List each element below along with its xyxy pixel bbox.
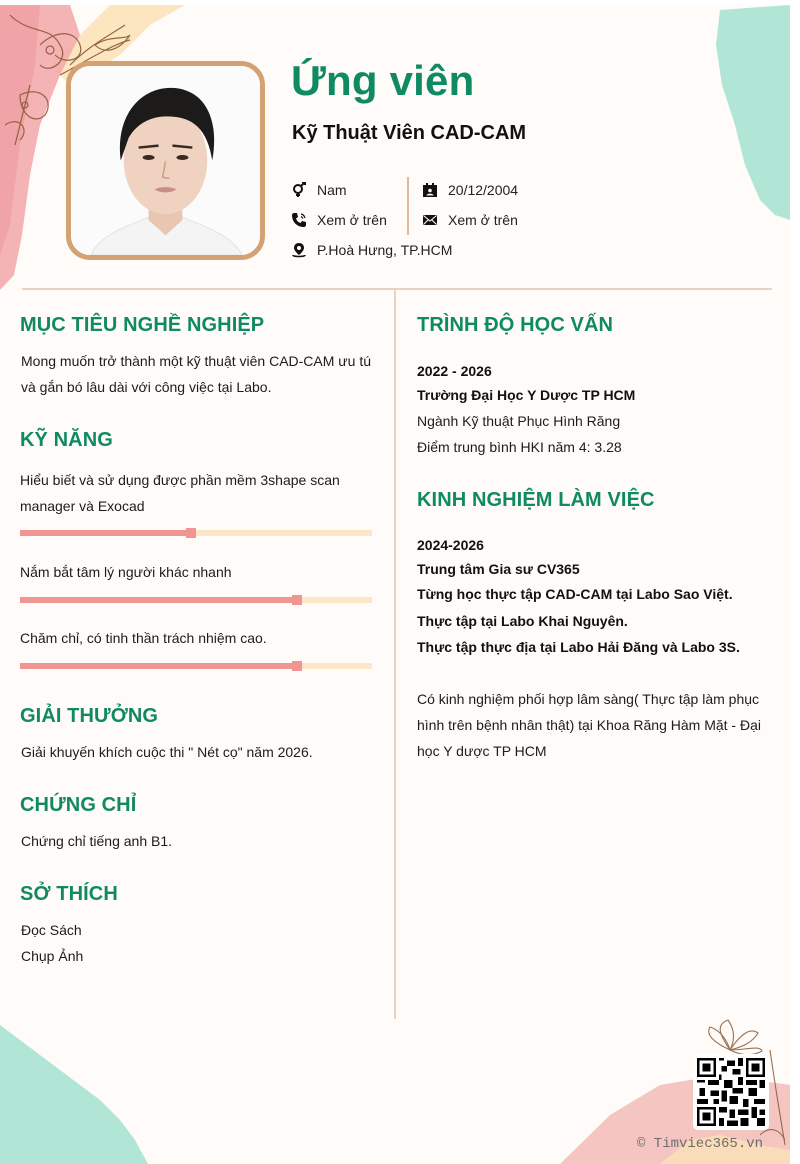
skill-1-line-1: Hiểu biết và sử dụng được phần mềm 3shape scan	[20, 472, 340, 488]
portrait-image	[71, 66, 260, 255]
career-objective-title: MỤC TIÊU NGHỀ NGHIỆP	[20, 314, 265, 336]
experience-description-line-2: hình trên bệnh nhân thật) tại Khoa Răng Hàm Mặt - Đại	[417, 717, 761, 733]
education-major: Ngành Kỹ thuật Phục Hình Răng	[417, 413, 621, 429]
experience-highlight: Từng học thực tập CAD-CAM tại Labo Sao Việt.	[417, 586, 733, 602]
awards-title: GIẢI THƯỞNG	[20, 705, 159, 727]
education-school: Trường Đại Học Y Dược TP HCM	[417, 387, 636, 403]
gender-value: Nam	[317, 182, 347, 198]
qr-code-icon[interactable]	[693, 1054, 769, 1130]
certificate-text: Chứng chỉ tiếng anh B1.	[21, 833, 173, 849]
candidate-photo	[66, 61, 265, 260]
skill-2-level-bar	[20, 597, 372, 603]
contact-address	[291, 240, 452, 260]
career-objective-line-2: và gắn bó lâu dài với công việc tại Labo.	[21, 379, 272, 395]
column-divider	[394, 290, 396, 1019]
skill-1-level-bar	[20, 530, 372, 536]
experience-description-line-3: học Y dược TP HCM	[417, 743, 547, 759]
skill-2-line-1: Nắm bắt tâm lý người khác nhanh	[20, 564, 232, 580]
hobbies-title: SỞ THÍCH	[20, 883, 118, 905]
skill-3-level-fill	[20, 663, 297, 669]
award-text: Giải khuyến khích cuộc thi " Nét cọ" năm 2026.	[21, 744, 313, 760]
experience-highlight: Thực tập tại Labo Khai Nguyên.	[417, 613, 628, 629]
experience-highlight: Thực tập thực địa tại Labo Hải Đăng và Labo 3S.	[417, 639, 740, 655]
skill-1-line-2: manager và Exocad	[20, 498, 145, 514]
candidate-name: Ứng viên	[291, 57, 475, 104]
experience-period: 2024-2026	[417, 537, 484, 553]
address-value: P.Hoà Hưng, TP.HCM	[317, 242, 453, 258]
contact-phone	[291, 210, 387, 230]
contact-divider	[407, 177, 409, 235]
experience-company: Trung tâm Gia sư CV365	[417, 561, 580, 577]
experience-title: KINH NGHIỆM LÀM VIỆC	[417, 489, 655, 511]
contact-email	[422, 210, 518, 230]
certificates-title: CHỨNG CHỈ	[20, 794, 137, 816]
gender-icon	[291, 182, 307, 198]
skill-3-level-bar	[20, 663, 372, 669]
experience-description-line-1: Có kinh nghiệm phối hợp lâm sàng( Thực tập làm phục	[417, 691, 760, 707]
contact-gender	[291, 180, 347, 200]
cv-page	[0, 5, 790, 1164]
hobby-item: Chụp Ảnh	[21, 948, 84, 964]
skill-1-level-fill	[20, 530, 191, 536]
job-title: Kỹ Thuật Viên CAD-CAM	[292, 122, 527, 144]
skill-3-line-1: Chăm chỉ, có tinh thần trách nhiệm cao.	[20, 630, 267, 646]
education-title: TRÌNH ĐỘ HỌC VẤN	[417, 314, 614, 336]
education-period: 2022 - 2026	[417, 363, 492, 379]
birthday-value: 20/12/2004	[448, 182, 519, 198]
header-divider	[22, 288, 772, 290]
skill-2-level-fill	[20, 597, 297, 603]
career-objective-line-1: Mong muốn trở thành một kỹ thuật viên CAD-CAM ưu tú	[21, 353, 372, 369]
contact-birthday	[422, 180, 518, 200]
skills-title: KỸ NĂNG	[20, 429, 113, 451]
hobby-item: Đọc Sách	[21, 922, 82, 938]
education-gpa: Điểm trung bình HKI năm 4: 3.28	[417, 439, 622, 455]
email-value: Xem ở trên	[448, 212, 518, 228]
location-pin-icon	[291, 242, 307, 258]
phone-value: Xem ở trên	[317, 212, 387, 228]
calendar-icon	[422, 182, 438, 198]
envelope-icon	[422, 212, 438, 228]
copyright-text: © Timviec365.vn	[637, 1136, 764, 1152]
skill-1-level-knob	[186, 528, 196, 538]
skill-2-level-knob	[292, 595, 302, 605]
skill-3-level-knob	[292, 661, 302, 671]
phone-icon	[291, 212, 307, 228]
